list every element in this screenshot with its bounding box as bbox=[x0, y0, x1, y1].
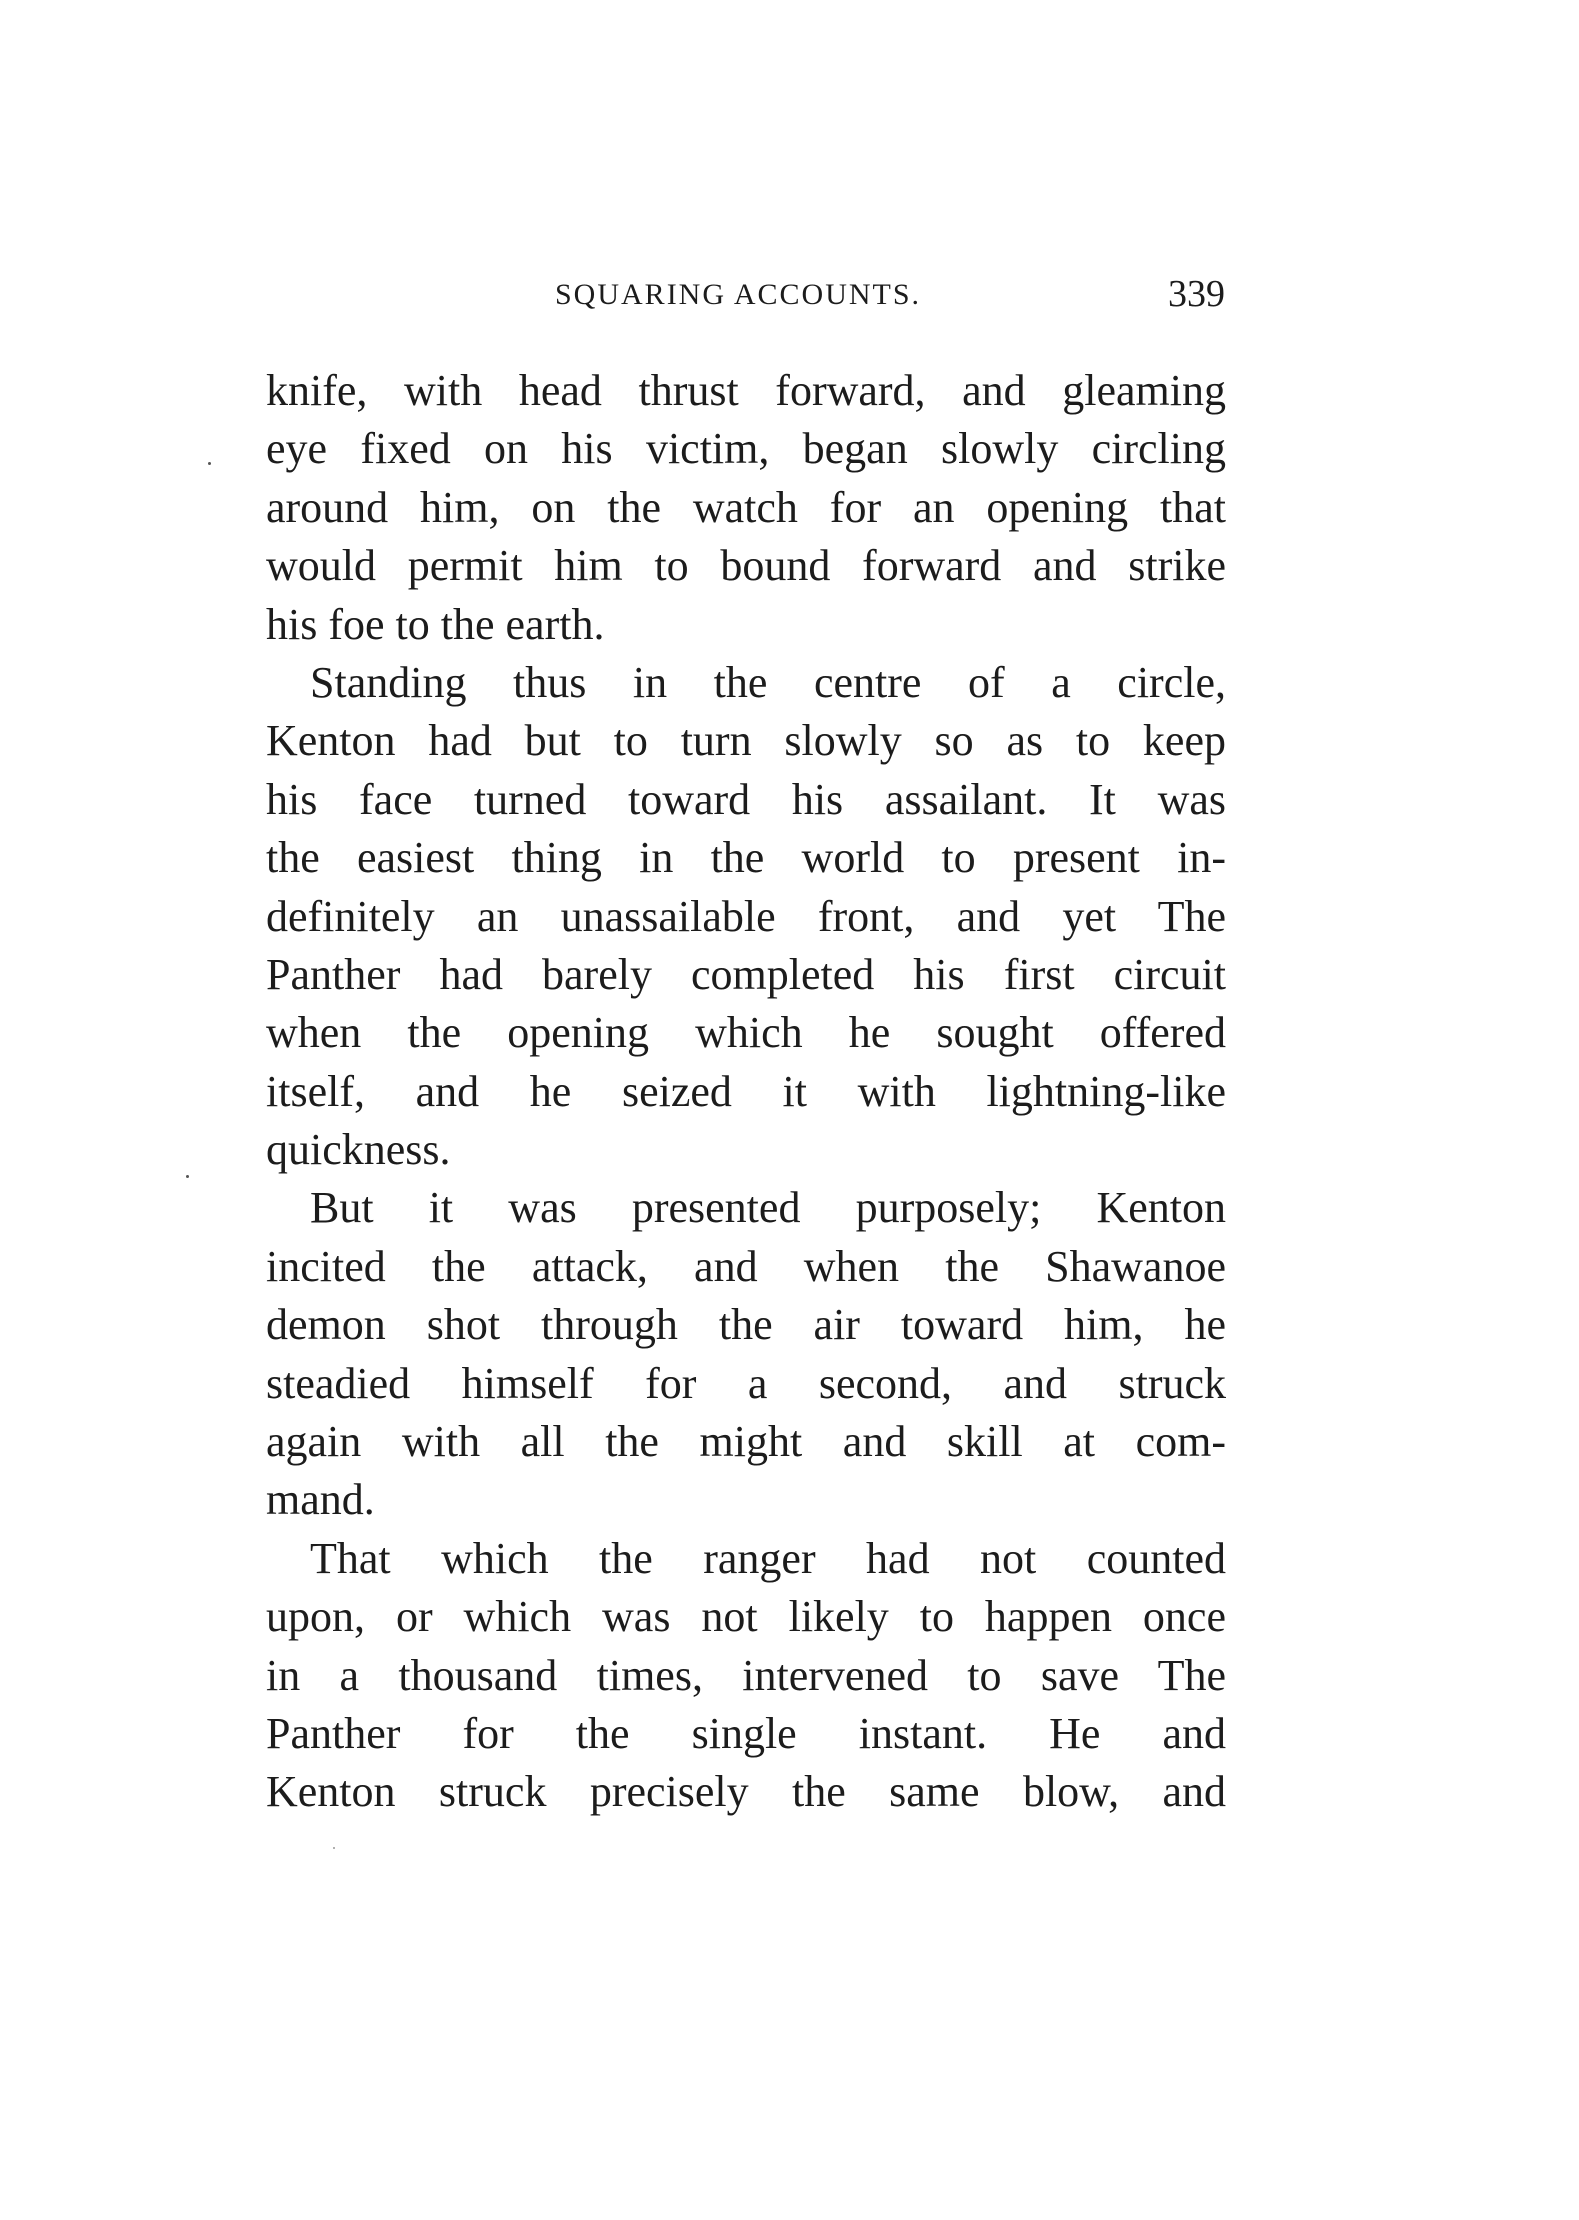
text-line: quickness. bbox=[266, 1125, 451, 1175]
text-line: his face turned toward his assailant. It was bbox=[266, 774, 1226, 824]
text-line: definitely an unassailable front, and yet The bbox=[266, 891, 1226, 941]
text-line: Panther for the single instant. He and bbox=[266, 1708, 1226, 1758]
body-text bbox=[266, 362, 1226, 1822]
text-line: eye fixed on his victim, began slowly circling bbox=[266, 424, 1226, 474]
running-title: SQUARING ACCOUNTS. bbox=[555, 278, 922, 311]
text-line: in a thousand times, intervened to save The bbox=[266, 1650, 1226, 1700]
text-line: But it was presented purposely; Kenton bbox=[310, 1183, 1226, 1233]
running-head bbox=[0, 270, 1579, 320]
text-line: would permit him to bound forward and strike bbox=[266, 541, 1226, 591]
page-number: 339 bbox=[1168, 273, 1225, 315]
text-line: mand. bbox=[266, 1475, 375, 1525]
text-line: when the opening which he sought offered bbox=[266, 1008, 1226, 1058]
text-line: his foe to the earth. bbox=[266, 599, 605, 649]
text-line: the easiest thing in the world to present in- bbox=[266, 833, 1226, 883]
text-line: Standing thus in the centre of a circle, bbox=[310, 657, 1226, 707]
scan-speck bbox=[333, 1847, 335, 1849]
text-line: again with all the might and skill at com- bbox=[266, 1417, 1226, 1467]
text-line: Kenton struck precisely the same blow, and bbox=[266, 1767, 1226, 1817]
text-line: steadied himself for a second, and struck bbox=[266, 1358, 1226, 1408]
scan-speck bbox=[208, 462, 211, 465]
text-line: That which the ranger had not counted bbox=[310, 1533, 1226, 1583]
text-line: demon shot through the air toward him, he bbox=[266, 1300, 1226, 1350]
scan-speck bbox=[186, 1175, 189, 1178]
text-line: itself, and he seized it with lightning-like bbox=[266, 1066, 1226, 1116]
text-line: Panther had barely completed his first circuit bbox=[266, 949, 1226, 999]
text-line: incited the attack, and when the Shawanoe bbox=[266, 1241, 1226, 1291]
text-line: Kenton had but to turn slowly so as to keep bbox=[266, 716, 1226, 766]
text-line: around him, on the watch for an opening that bbox=[266, 482, 1226, 532]
text-line: knife, with head thrust forward, and gleaming bbox=[266, 366, 1226, 415]
text-line: upon, or which was not likely to happen once bbox=[266, 1592, 1226, 1642]
